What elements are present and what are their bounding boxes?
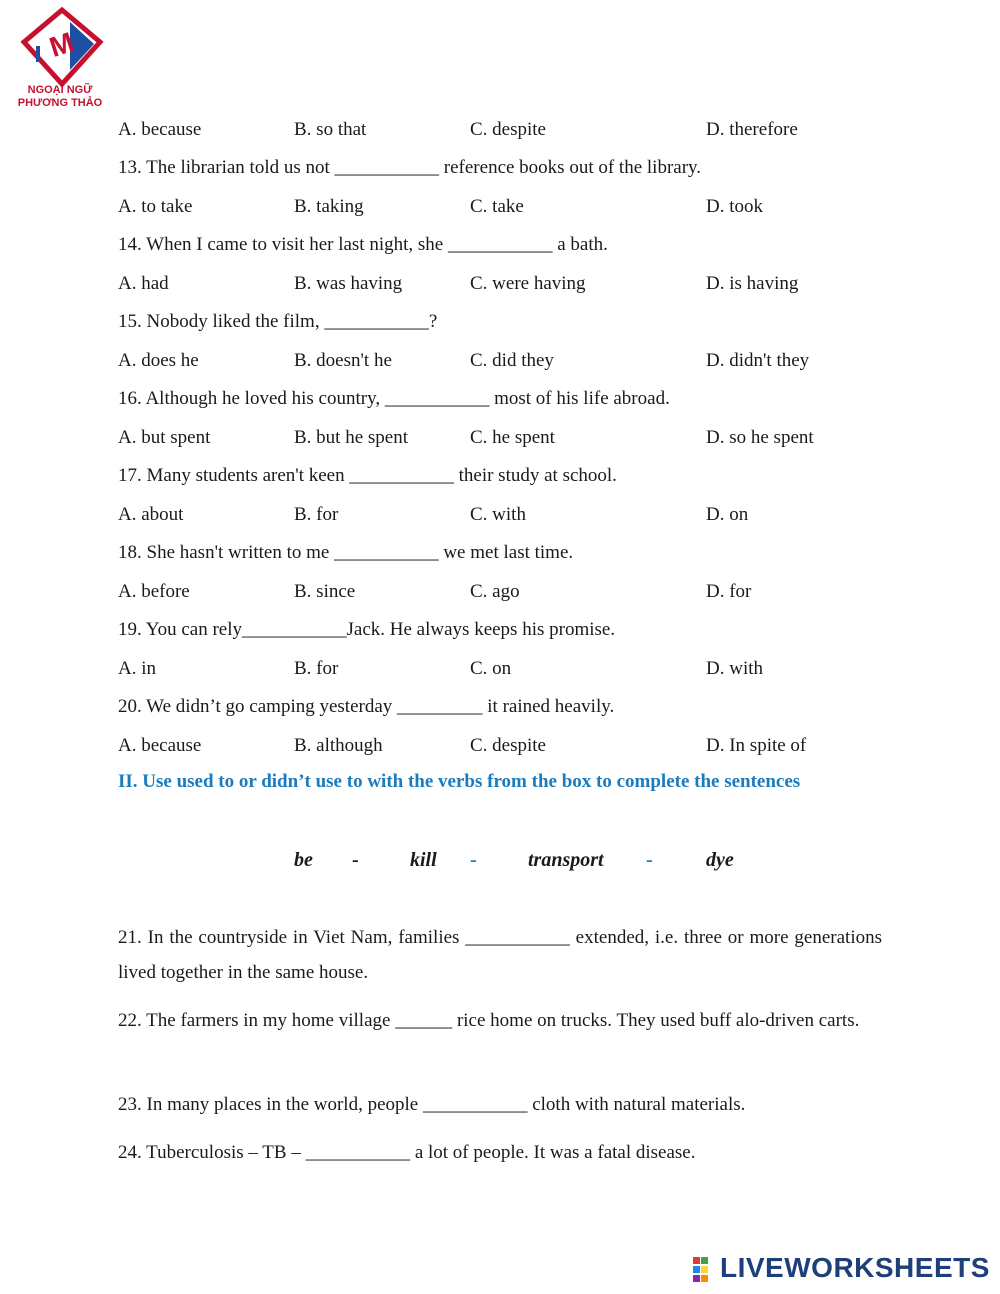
option-a[interactable]: A. had (118, 273, 169, 294)
option-b[interactable]: B. doesn't he (294, 350, 392, 371)
option-b[interactable]: B. since (294, 581, 356, 602)
option-c[interactable]: C. with (470, 504, 526, 525)
option-c[interactable]: C. despite (470, 735, 546, 756)
box-word-be: be (294, 849, 313, 871)
option-c[interactable]: C. he spent (470, 427, 555, 448)
box-separator: - (352, 849, 359, 871)
sentence-23: 23. In many places in the world, people ___________ cloth with natural materials. (118, 1094, 746, 1115)
option-d[interactable]: D. didn't they (706, 350, 810, 371)
option-a[interactable]: A. about (118, 504, 184, 525)
option-a[interactable]: A. does he (118, 350, 199, 371)
sentence-22: 22. The farmers in my home village ______ rice home on trucks. They used buff alo-driven carts. (118, 1010, 860, 1031)
option-c[interactable]: C. did they (470, 350, 554, 371)
box-separator: - (646, 849, 653, 871)
box-word-dye: dye (706, 849, 734, 871)
option-d[interactable]: D. so he spent (706, 427, 814, 448)
option-d[interactable]: D. took (706, 196, 763, 217)
liveworksheets-wordmark[interactable]: LIVEWORKSHEETS (720, 1252, 990, 1283)
option-a[interactable]: A. because (118, 735, 202, 756)
option-a[interactable]: A. in (118, 658, 156, 679)
question-15: 15. Nobody liked the film, ___________? (118, 311, 438, 332)
logo-line-1: NGOẠI NGỮ (27, 84, 93, 96)
option-d[interactable]: D. on (706, 504, 749, 525)
box-separator: - (470, 849, 477, 871)
option-b[interactable]: B. although (294, 735, 383, 756)
option-c[interactable]: C. despite (470, 119, 546, 140)
box-word-transport: transport (528, 849, 604, 871)
option-a[interactable]: A. before (118, 581, 190, 602)
question-17: 17. Many students aren't keen ___________ their study at school. (118, 465, 617, 486)
option-d[interactable]: D. for (706, 581, 752, 602)
option-b[interactable]: B. but he spent (294, 427, 408, 448)
question-14: 14. When I came to visit her last night, she ___________ a bath. (118, 234, 608, 255)
option-c[interactable]: C. take (470, 196, 524, 217)
option-b[interactable]: B. so that (294, 119, 367, 140)
option-a[interactable]: A. to take (118, 196, 193, 217)
question-19: 19. You can rely___________Jack. He always keeps his promise. (118, 619, 616, 640)
box-word-kill: kill (410, 849, 437, 871)
option-b[interactable]: B. for (294, 658, 339, 679)
option-a[interactable]: A. but spent (118, 427, 211, 448)
sentence-24: 24. Tuberculosis – TB – ___________ a lot of people. It was a fatal disease. (118, 1142, 696, 1163)
option-c[interactable]: C. were having (470, 273, 586, 294)
option-d[interactable]: D. with (706, 658, 763, 679)
sentence-21: 21. In the countryside in Viet Nam, families ___________ extended, i.e. three or more generations lived together in the same house. (118, 927, 882, 983)
question-16: 16. Although he loved his country, ___________ most of his life abroad. (118, 388, 670, 409)
liveworksheets-icon (693, 1257, 717, 1283)
section-heading: II. Use used to or didn’t use to with the verbs from the box to complete the sentences (118, 771, 801, 792)
option-b[interactable]: B. was having (294, 273, 403, 294)
logo-line-2: PHƯƠNG THẢO (17, 97, 103, 109)
question-20: 20. We didn’t go camping yesterday _________ it rained heavily. (118, 696, 615, 717)
option-d[interactable]: D. In spite of (706, 735, 807, 756)
option-b[interactable]: B. for (294, 504, 339, 525)
option-a[interactable]: A. because (118, 119, 202, 140)
option-c[interactable]: C. ago (470, 581, 520, 602)
option-d[interactable]: D. therefore (706, 119, 798, 140)
option-d[interactable]: D. is having (706, 273, 799, 294)
logo-monogram: M (45, 26, 78, 63)
option-b[interactable]: B. taking (294, 196, 364, 217)
question-18: 18. She hasn't written to me ___________ we met last time. (118, 542, 574, 563)
question-13: 13. The librarian told us not ___________ reference books out of the library. (118, 157, 702, 178)
option-c[interactable]: C. on (470, 658, 512, 679)
